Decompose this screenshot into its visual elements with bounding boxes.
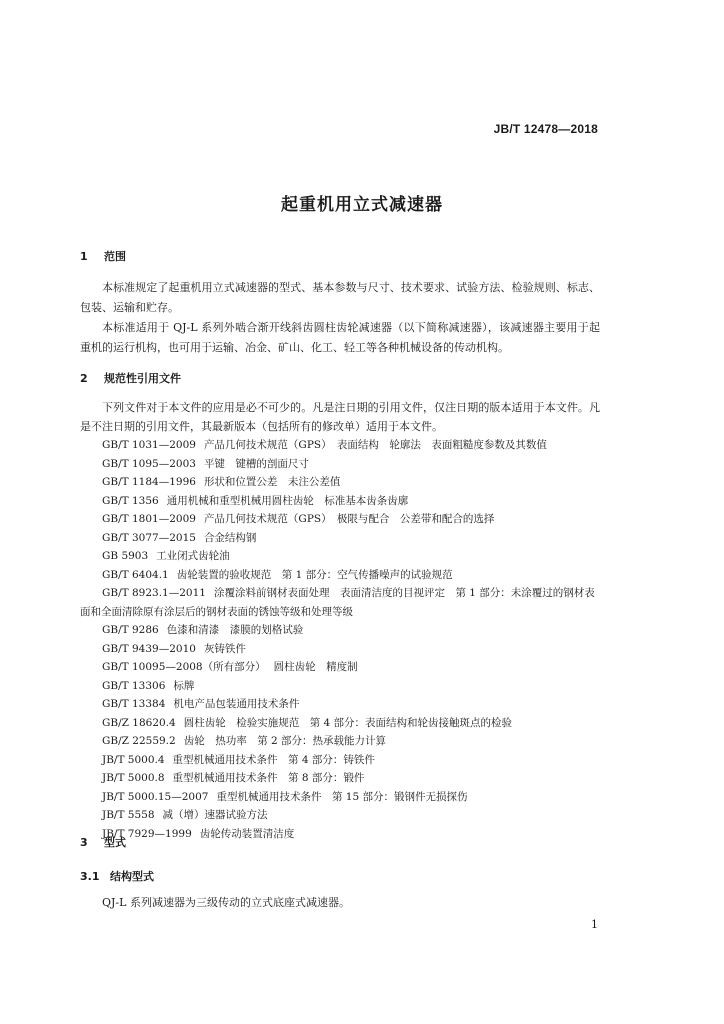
reference-title: 形状和位置公差 未注公差值 (203, 476, 341, 488)
reference-code: GB/T 1184—1996 (102, 476, 196, 488)
reference-item (80, 714, 600, 733)
reference-item (80, 436, 600, 455)
reference-code: GB/T 1801—2009 (102, 513, 196, 525)
reference-code: GB/T 6404.1 (102, 568, 169, 581)
reference-title: 圆柱齿轮 检验实施规范 第 4 部分：表面结构和轮齿接触斑点的检验 (183, 716, 513, 729)
reference-title: 产品几何技术规范（GPS） 极限与配合 公差带和配合的选择 (203, 513, 495, 525)
reference-title: 色漆和清漆 漆膜的划格试验 (166, 624, 304, 636)
reference-item (80, 547, 600, 566)
reference-code: GB/Z 18620.4 (102, 716, 176, 729)
reference-item (80, 584, 600, 621)
reference-item (80, 677, 600, 696)
section-number: 1 (80, 250, 88, 263)
reference-title: 重型机械通用技术条件 第 15 部分：锻钢件无损探伤 (216, 790, 468, 803)
reference-item (80, 473, 600, 492)
reference-title: 涂覆涂料前钢材表面处理 表面清洁度的目视评定 第 1 部分：未涂覆过的钢材表面和全面清除原有涂层后的钢材表面的锈蚀等级和处理等级 (80, 587, 595, 618)
section-2-intro: 下列文件对于本文件的应用是必不可少的。凡是注日期的引用文件，仅注日期的版本适用于本文件。凡是不注日期的引用文件，其最新版本（包括所有的修改单）适用于本文件。 (80, 401, 600, 433)
reference-code: GB/T 1031—2009 (102, 439, 196, 451)
reference-item (80, 751, 600, 770)
section-title: 规范性引用文件 (104, 372, 181, 385)
reference-title: 机电产品包装通用技术条件 (173, 698, 300, 710)
section-3-1-heading (80, 868, 154, 884)
reference-code: GB/T 8923.1—2011 (102, 587, 206, 599)
reference-title: 齿轮装置的验收规范 第 1 部分：空气传播噪声的试验规范 (176, 568, 453, 581)
reference-code: JB/T 5000.4 (102, 753, 165, 766)
section-number: 2 (80, 372, 88, 385)
reference-code: GB/Z 22559.2 (102, 735, 176, 747)
reference-code: GB/T 1095—2003 (102, 457, 196, 470)
reference-code: GB/T 13306 (102, 679, 166, 692)
reference-title: 减（增）速器试验方法 (162, 809, 268, 821)
reference-item (80, 825, 600, 844)
section-3-1-paragraph: QJ-L 系列减速器为三级传动的立式底座式减速器。 (102, 896, 350, 909)
reference-code: JB/T 5000.8 (102, 772, 165, 784)
document-title: 起重机用立式减速器 (281, 195, 443, 215)
reference-item (80, 510, 600, 529)
reference-code: GB 5903 (102, 550, 149, 562)
reference-item (80, 806, 600, 825)
reference-title: 通用机械和重型机械用圆柱齿轮 标准基本齿条齿廓 (166, 494, 409, 507)
reference-code: GB/T 9286 (102, 624, 159, 636)
section-2-heading (80, 370, 181, 386)
reference-code: GB/T 13384 (102, 698, 166, 710)
reference-code: JB/T 5000.15—2007 (102, 790, 209, 803)
reference-title: 灰铸铁件 (203, 642, 246, 655)
section-number: 3 (80, 836, 88, 849)
reference-item (80, 621, 600, 640)
reference-title: 重型机械通用技术条件 第 8 部分：锻件 (172, 772, 365, 784)
reference-item (80, 492, 600, 511)
reference-title: 重型机械通用技术条件 第 4 部分：铸铁件 (172, 753, 375, 766)
reference-item (80, 788, 600, 807)
reference-title: 平键 键槽的剖面尺寸 (203, 457, 309, 470)
section-title: 范围 (104, 250, 126, 263)
reference-item (80, 529, 600, 548)
reference-item (80, 640, 600, 659)
reference-title: 齿轮 热功率 第 2 部分：热承载能力计算 (183, 735, 387, 747)
reference-code: GB/T 10095—2008（所有部分） (102, 661, 266, 673)
reference-item (80, 658, 600, 677)
reference-code: GB/T 9439—2010 (102, 642, 196, 655)
page-number: 1 (591, 918, 598, 931)
section-3-heading (80, 834, 126, 850)
section-1-paragraph-1: 本标准规定了起重机用立式减速器的型式、基本参数与尺寸、技术要求、试验方法、检验规则、标志、包装、运输和贮存。 (80, 281, 600, 314)
reference-item (80, 732, 600, 751)
subsection-number: 3.1 (80, 870, 100, 883)
reference-title: 合金结构钢 (203, 531, 257, 544)
reference-title: 工业闭式齿轮油 (156, 550, 230, 562)
subsection-title: 结构型式 (110, 870, 154, 883)
section-1-heading (80, 248, 126, 264)
reference-code: JB/T 7929—1999 (102, 827, 192, 840)
reference-title: 产品几何技术规范（GPS） 表面结构 轮廓法 表面粗糙度参数及其数值 (203, 439, 547, 451)
reference-item (80, 455, 600, 474)
reference-item (80, 566, 600, 585)
standard-code: JB/T 12478—2018 (493, 122, 598, 136)
reference-item (80, 769, 600, 788)
reference-title: 圆柱齿轮 精度制 (273, 661, 358, 673)
reference-title: 齿轮传动装置清洁度 (199, 827, 295, 840)
reference-item (80, 695, 600, 714)
reference-list (80, 436, 600, 843)
section-1-paragraph-2: 本标准适用于 QJ-L 系列外啮合渐开线斜齿圆柱齿轮减速器（以下简称减速器），该减速器主要用于起重机的运行机构，也可用于运输、冶金、矿山、化工、轻工等各种机械设备的传动机构。 (80, 321, 600, 354)
reference-code: JB/T 5558 (102, 809, 155, 821)
section-title: 型式 (104, 836, 126, 849)
reference-code: GB/T 1356 (102, 494, 159, 507)
reference-title: 标牌 (173, 679, 195, 692)
reference-code: GB/T 3077—2015 (102, 531, 196, 544)
